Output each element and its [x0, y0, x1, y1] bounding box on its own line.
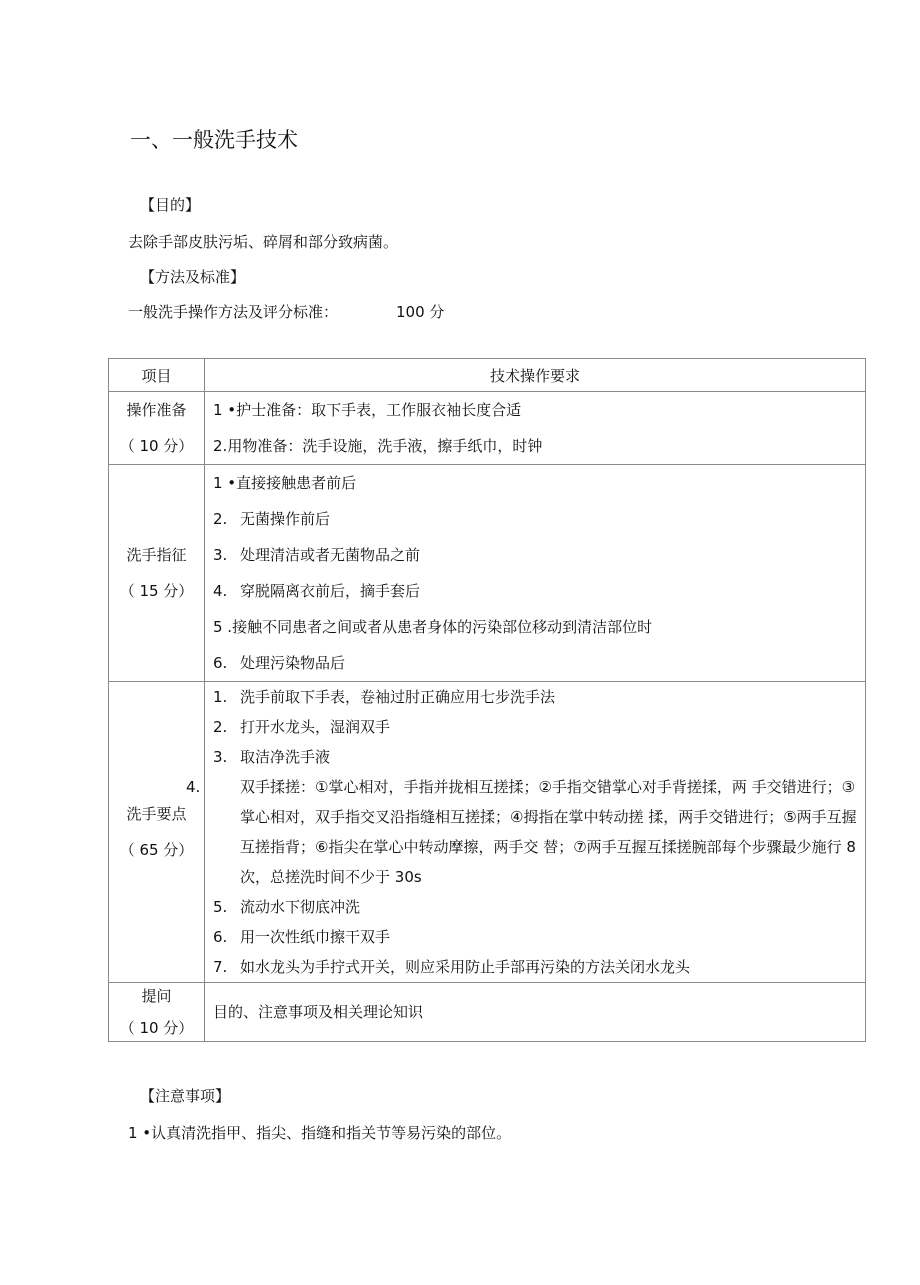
item-number: 5. — [213, 898, 228, 916]
header-item: 项目 — [109, 359, 205, 392]
note-item: 1 •认真清洗指甲、指尖、指缝和指关节等易污染的部位。 — [128, 1124, 512, 1142]
item-number: 1 • — [213, 401, 237, 419]
item-number: 4. — [186, 778, 201, 796]
list-item — [213, 682, 865, 712]
section-items-indications — [205, 465, 866, 682]
section-name: 洗手要点 — [126, 805, 187, 823]
purpose-heading: 【目的】 — [140, 196, 201, 214]
item-number: 7. — [213, 958, 228, 976]
section-label-questions — [109, 983, 205, 1042]
item-text: 洗手前取下手表，卷袖过肘正确应用七步洗手法 — [240, 688, 556, 706]
list-item — [213, 922, 865, 952]
item-text: 如水龙头为手拧式开关，则应采用防止手部再污染的方法关闭水龙头 — [240, 958, 691, 976]
list-item — [213, 465, 865, 501]
item-text: 双手揉搓：①掌心相对，手指并拢相互搓揉；②手指交错掌心对手背搓揉，两 手交错进行；③掌心相对，双手指交叉沿指缝相互搓揉；④拇指在掌中转动搓 揉，两手交错进行；⑤两手互握互搓指背；⑥指尖在掌心中转动摩擦，两手交 替；⑦两手互握互揉搓腕部每个步骤最少施行 8 次，总搓洗时间不少于 30s — [240, 778, 857, 886]
list-item — [213, 537, 865, 573]
item-number: 4. — [213, 582, 228, 600]
list-item — [186, 772, 865, 892]
method-heading: 【方法及标准】 — [140, 268, 246, 286]
item-text: 用物准备：洗手设施，洗手液，擦手纸巾，时钟 — [227, 437, 543, 455]
list-item — [213, 645, 865, 681]
section-name: 操作准备 — [126, 401, 187, 419]
section-label-key-points — [109, 682, 205, 983]
item-number: 6. — [213, 928, 228, 946]
item-text: 穿脱隔离衣前后，摘手套后 — [240, 582, 421, 600]
section-label-preparation — [109, 392, 205, 465]
item-number: 1 • — [213, 474, 237, 492]
item-text: 无菌操作前后 — [240, 510, 331, 528]
item-text: 目的、注意事项及相关理论知识 — [213, 1003, 424, 1021]
list-item — [213, 573, 865, 609]
item-text: 打开水龙头，湿润双手 — [240, 718, 391, 736]
list-item — [213, 712, 865, 742]
item-number: 1. — [213, 688, 228, 706]
item-text: 取洁净洗手液 — [240, 748, 331, 766]
list-item — [213, 501, 865, 537]
table-row-questions — [109, 983, 866, 1042]
item-text: 流动水下彻底冲洗 — [240, 898, 361, 916]
section-items-preparation — [205, 392, 866, 465]
list-item — [213, 991, 865, 1033]
section-items-questions — [205, 983, 866, 1042]
section-items-key-points — [186, 682, 866, 983]
total-score: 100 分 — [396, 303, 445, 321]
item-text: 直接接触患者前后 — [236, 474, 357, 492]
table-row-preparation — [109, 392, 866, 465]
item-number: 2. — [213, 437, 228, 455]
list-item — [213, 952, 865, 982]
list-item — [213, 392, 865, 428]
item-text: 处理清洁或者无菌物品之前 — [240, 546, 421, 564]
item-text: 接触不同患者之间或者从患者身体的污染部位移动到清洁部位时 — [232, 618, 653, 636]
item-text: 护士准备：取下手表，工作服衣袖长度合适 — [236, 401, 522, 419]
table-row-key-points — [109, 682, 866, 983]
page-title: 一、一般洗手技术 — [130, 128, 298, 152]
item-text: 用一次性纸巾擦干双手 — [240, 928, 391, 946]
item-number: 2. — [213, 510, 228, 528]
list-item — [213, 742, 865, 772]
item-number: 5 . — [213, 618, 233, 636]
section-label-indications — [109, 465, 205, 682]
item-text: 处理污染物品后 — [240, 654, 346, 672]
header-requirements: 技术操作要求 — [205, 359, 866, 392]
item-number: 3. — [213, 748, 228, 766]
item-number: 2. — [213, 718, 228, 736]
list-item — [213, 609, 865, 645]
item-number: 6. — [213, 654, 228, 672]
section-points: （ 15 分） — [119, 582, 194, 600]
list-item — [213, 428, 865, 464]
notes-heading: 【注意事项】 — [140, 1087, 231, 1105]
method-line: 一般洗手操作方法及评分标准： — [128, 303, 339, 321]
table-row-indications — [109, 465, 866, 682]
purpose-text: 去除手部皮肤污垢、碎屑和部分致病菌。 — [128, 233, 399, 251]
table-header-row — [109, 359, 866, 392]
scoring-table — [108, 358, 866, 1042]
section-points: （ 65 分） — [119, 841, 194, 859]
list-item — [213, 892, 865, 922]
section-points: （ 10 分） — [119, 1019, 194, 1037]
item-number: 3. — [213, 546, 228, 564]
section-points: （ 10 分） — [119, 437, 194, 455]
section-name: 洗手指征 — [126, 546, 187, 564]
section-name: 提问 — [141, 987, 172, 1005]
